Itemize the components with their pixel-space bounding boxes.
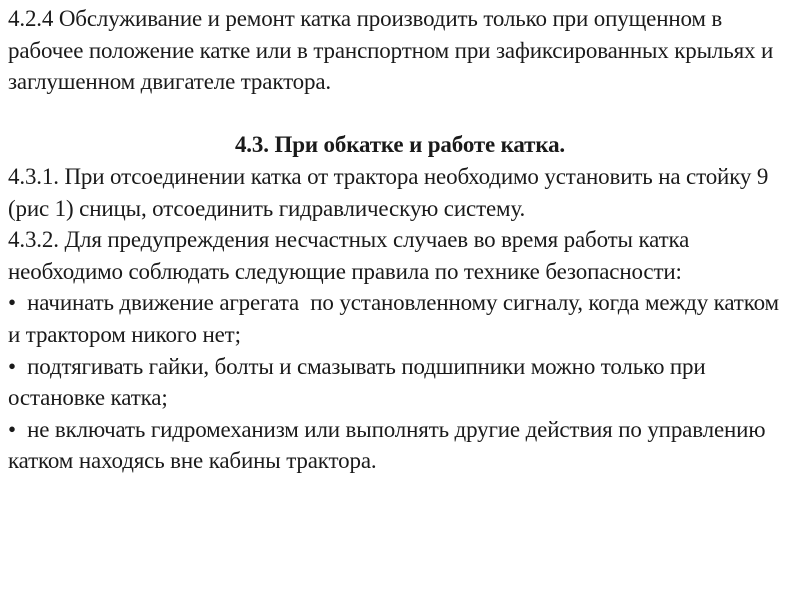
section-heading-4-3: 4.3. При обкатке и работе катка. xyxy=(234,132,566,158)
bullet-item-3: • не включать гидромеханизм или выполнять другие действия по управлению катком находясь вне кабины трактора. xyxy=(8,416,771,474)
paragraph-4-2-4: 4.2.4 Обслуживание и ремонт катка производить только при опущенном в рабочее положение катке или в транспортном при зафиксированных крыльях и заглушенном двигателе трактора. xyxy=(8,6,779,95)
document-page xyxy=(8,3,792,477)
paragraph-4-3-2: 4.3.2. Для предупреждения несчастных случаев во время работы катка необходимо соблюдать следующие правила по технике безопасности: xyxy=(8,227,695,284)
paragraph-spacer xyxy=(8,98,792,130)
bullet-item-2: • подтягивать гайки, болты и смазывать подшипники можно только при остановке катка; xyxy=(8,353,712,411)
paragraph-4-3-1: 4.3.1. При отсоединении катка от трактора необходимо установить на стойку 9 (рис 1) сницы, отсоединить гидравлическую систему. xyxy=(8,163,774,221)
bullet-item-1: • начинать движение агрегата по установленному сигналу, когда между катком и трактором никого нет; xyxy=(8,290,785,347)
